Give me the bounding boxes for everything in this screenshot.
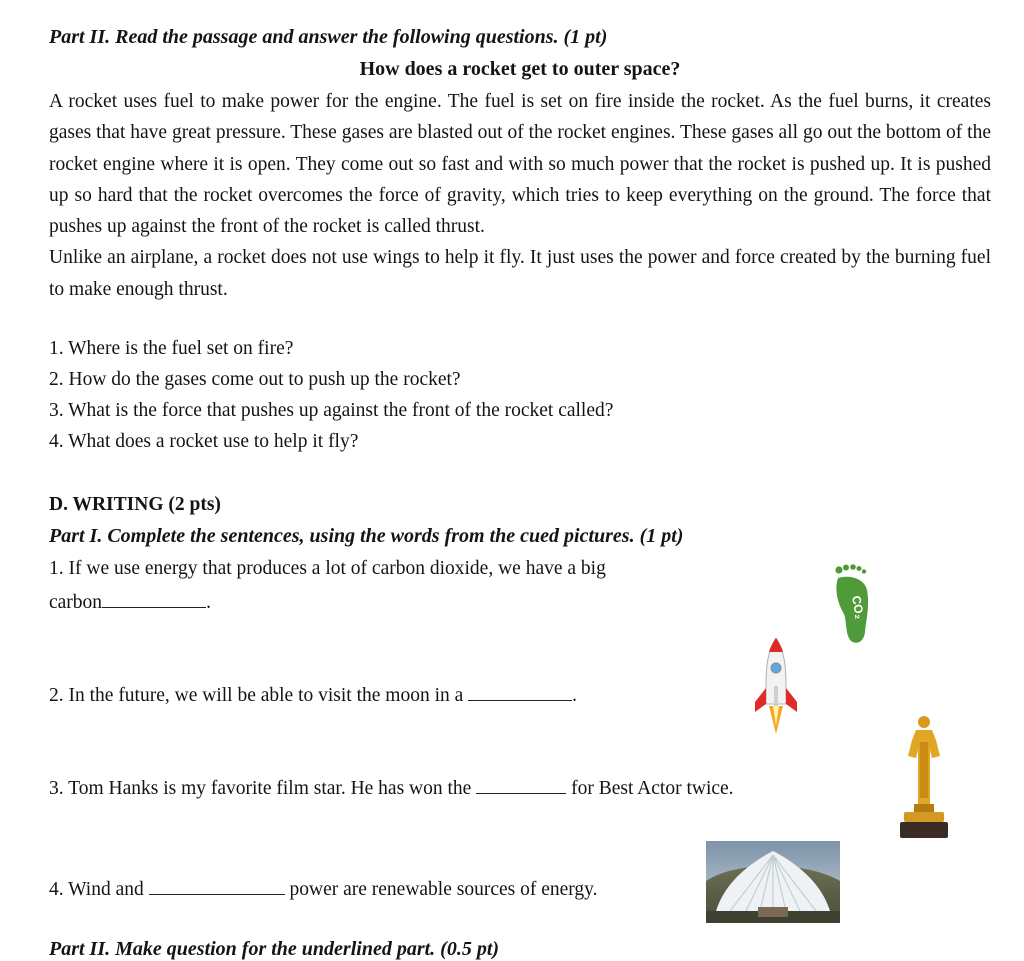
sentence-1-end: . (206, 592, 211, 613)
sentence-1-line-1: 1. If we use energy that produces a lot of carbon dioxide, we have a big (49, 558, 606, 579)
passage-paragraph-1: A rocket uses fuel to make power for the engine. The fuel is set on fire inside the rocket. As the fuel burns, it creates gases that have great pressure. These gases are blasted out of the rocket engines. These gases all go out the bottom of the rocket engine where it is open. They come out so fast and with so much power that the rocket is pushed up. It is pushed up so hard that the rocket overcomes the force of gravity, which tries to keep everything on the ground. The force that pushes up against the front of the rocket is called thrust. (49, 91, 991, 238)
sentence-1-start: carbon (49, 592, 103, 613)
question-1: 1. Where is the fuel set on fire? (49, 338, 294, 359)
power-plant-photo (706, 841, 840, 923)
sentence-2-end: . (572, 685, 578, 706)
sentence-3-end: for Best Actor twice. (571, 778, 734, 799)
writing-part1-heading: Part I. Complete the sentences, using the words from the cued pictures. (1 pt) (49, 525, 684, 547)
rocket-icon (750, 636, 802, 736)
oscar-statue-icon (896, 712, 952, 842)
question-2: 2. How do the gases come out to push up the rocket? (49, 369, 461, 390)
sentence-3-start: 3. Tom Hanks is my favorite film star. He has won the (49, 778, 472, 799)
sentence-2-start: 2. In the future, we will be able to visit the moon in a (49, 685, 464, 706)
question-3: 3. What is the force that pushes up against the front of the rocket called? (49, 400, 614, 421)
sentence-3 (49, 775, 734, 800)
carbon-footprint-icon (828, 562, 876, 646)
question-4: 4. What does a rocket use to help it fly? (49, 431, 359, 452)
sentence-4 (49, 876, 598, 901)
sentence-4-end: power are renewable sources of energy. (289, 879, 598, 900)
blank-3[interactable] (476, 775, 566, 794)
blank-1[interactable] (102, 589, 206, 608)
footprint-co2-label: CO₂ (849, 594, 867, 621)
passage-paragraph-2: Unlike an airplane, a rocket does not use wings to help it fly. It just uses the power and force created by the burning fuel to make enough thrust. (49, 247, 991, 300)
sentence-1-line-2 (49, 589, 211, 614)
passage (49, 86, 991, 305)
part2-make-question-heading: Part II. Make question for the underlined part. (0.5 pt) (49, 938, 500, 960)
blank-2[interactable] (468, 682, 572, 701)
sentence-4-start: 4. Wind and (49, 879, 144, 900)
sentence-2 (49, 682, 577, 707)
blank-4[interactable] (149, 876, 285, 895)
writing-heading: D. WRITING (2 pts) (49, 494, 221, 515)
passage-title: How does a rocket get to outer space? (359, 58, 681, 80)
part2-heading: Part II. Read the passage and answer the following questions. (1 pt) (49, 26, 608, 48)
